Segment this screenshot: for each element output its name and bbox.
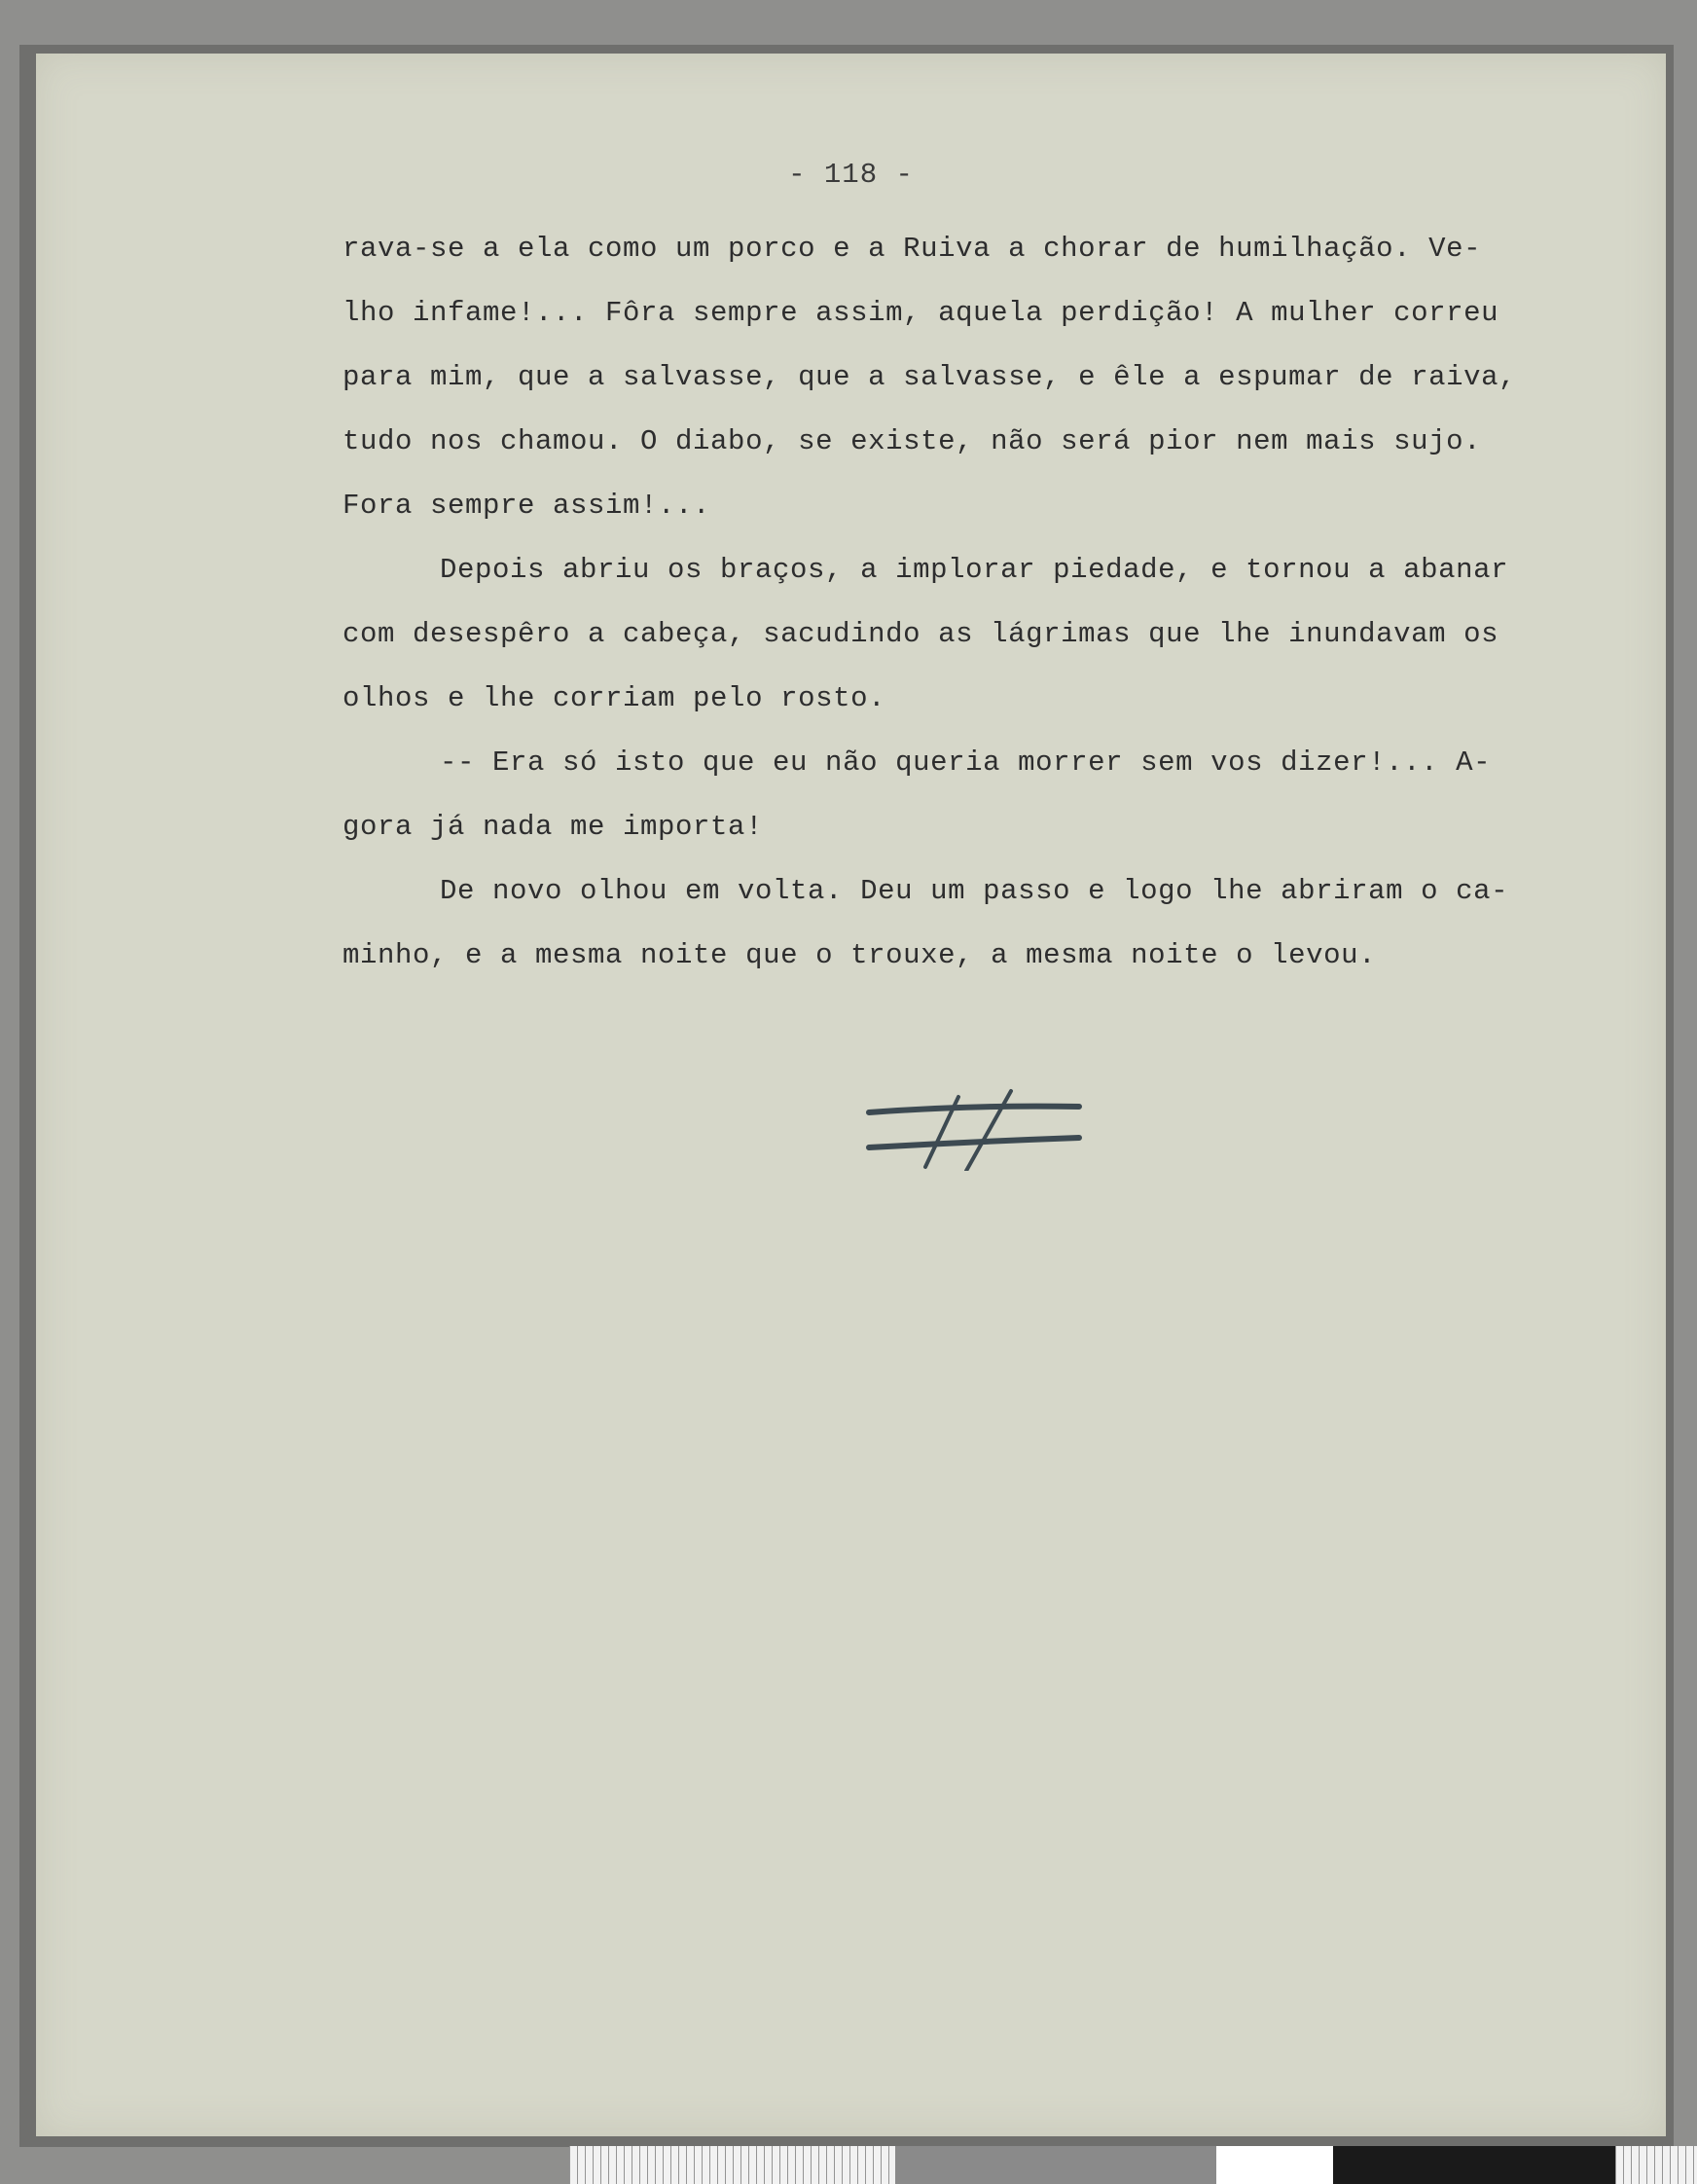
handwritten-end-mark-icon — [865, 1083, 1084, 1171]
text-line: tudo nos chamou. O diabo, se existe, não será pior nem mais sujo. — [343, 425, 1482, 457]
text-line: minho, e a mesma noite que o trouxe, a mesma noite o levou. — [343, 939, 1377, 971]
ruler-white-block — [1216, 2146, 1333, 2184]
ruler-black-block — [1333, 2146, 1615, 2184]
text-line: rava-se a ela como um porco e a Ruiva a chorar de humilhação. Ve- — [343, 233, 1482, 265]
color-calibration-ruler — [569, 2146, 1697, 2184]
body-text — [343, 217, 1685, 988]
document-page — [36, 54, 1666, 2136]
text-line: De novo olhou em volta. Deu um passo e logo lhe abriram o ca- — [440, 875, 1509, 907]
text-line: com desespêro a cabeça, sacudindo as lágrimas que lhe inundavam os — [343, 618, 1499, 650]
ruler-ticks — [1615, 2146, 1697, 2184]
text-line: gora já nada me importa! — [343, 811, 764, 843]
page-number: - 118 - — [788, 159, 914, 191]
text-line: para mim, que a salvasse, que a salvasse, e êle a espumar de raiva, — [343, 361, 1517, 393]
text-line: Fora sempre assim!... — [343, 490, 711, 522]
ruler-ticks — [569, 2146, 895, 2184]
text-line: Depois abriu os braços, a implorar piedade, e tornou a abanar — [440, 554, 1509, 586]
ruler-gray-block — [895, 2146, 1216, 2184]
text-line: -- Era só isto que eu não queria morrer sem vos dizer!... A- — [440, 746, 1492, 779]
text-line: olhos e lhe corriam pelo rosto. — [343, 682, 886, 714]
text-line: lho infame!... Fôra sempre assim, aquela perdição! A mulher correu — [343, 297, 1499, 329]
